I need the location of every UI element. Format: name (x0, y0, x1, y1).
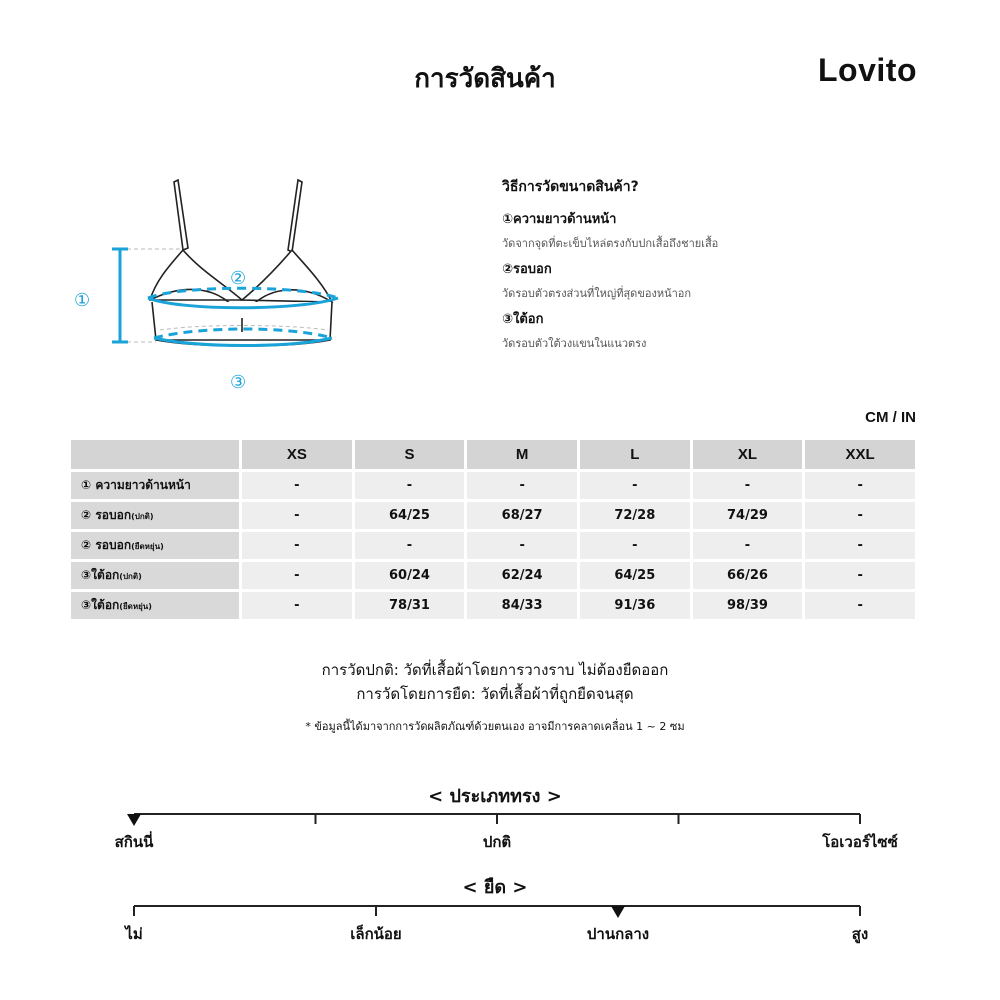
step-underbust (502, 308, 922, 352)
row-label-text: ① ความยาวด้านหน้า (81, 478, 191, 492)
table-row (71, 592, 915, 619)
table-cell: - (242, 532, 352, 559)
row-label-text: ③ใต้อก (81, 598, 120, 612)
bra-diagram (60, 170, 360, 400)
measure-instructions (502, 176, 922, 358)
header-cell: XL (693, 440, 803, 469)
header-cell: M (467, 440, 577, 469)
step-desc: วัดรอบตัวใต้วงแขนในแนวตรง (502, 337, 647, 350)
stretch-scale-title: < ยืด > (462, 877, 528, 898)
stretch-scale (0, 892, 1000, 952)
unit-label: CM / IN (865, 409, 916, 426)
note-disclaimer: * ข้อมูลนี้ได้มาจากการวัดผลิตภัณฑ์ด้วยตนเอง อาจมีการคลาดเคลื่อน 1 ~ 2 ซม (305, 720, 685, 733)
table-cell: 84/33 (467, 592, 577, 619)
table-cell: - (580, 532, 690, 559)
row-label (71, 472, 239, 499)
size-table (68, 437, 918, 622)
table-row (71, 532, 915, 559)
scale-selected-marker (127, 814, 141, 826)
brand-logo: Lovito (818, 52, 917, 88)
table-cell: 74/29 (693, 502, 803, 529)
table-cell: - (805, 472, 915, 499)
table-cell: - (355, 472, 465, 499)
row-label (71, 562, 239, 589)
step-bust (502, 258, 922, 302)
table-row (71, 502, 915, 529)
step-label: ①ความยาวด้านหน้า (502, 212, 617, 227)
table-cell: - (693, 532, 803, 559)
row-label-sub: (ยืดหยุ่น) (119, 602, 152, 611)
table-cell: - (242, 562, 352, 589)
table-cell: 78/31 (355, 592, 465, 619)
stretch_scale-axis (0, 892, 1000, 922)
table-cell: 64/25 (580, 562, 690, 589)
step-desc: วัดรอบตัวตรงส่วนที่ใหญ่ที่สุดของหน้าอก (502, 287, 692, 300)
row-label-sub: (ยืดหยุ่น) (131, 542, 164, 551)
table-cell: - (242, 472, 352, 499)
table-cell: 66/26 (693, 562, 803, 589)
table-cell: - (805, 592, 915, 619)
table-cell: 91/36 (580, 592, 690, 619)
page-title: การวัดสินค้า (414, 64, 556, 94)
row-label-sub: (ปกติ) (119, 572, 142, 581)
header-cell: S (355, 440, 465, 469)
table-cell: - (693, 472, 803, 499)
marker-front-length: ① (74, 290, 91, 311)
scale-label: ปกติ (482, 833, 512, 851)
header-cell (71, 440, 239, 469)
table-cell: 72/28 (580, 502, 690, 529)
row-label (71, 502, 239, 529)
step-front-length (502, 208, 922, 252)
table-cell: - (467, 472, 577, 499)
table-cell: - (355, 532, 465, 559)
scale-label: ปานกลาง (586, 925, 650, 943)
note-normal: การวัดปกติ: วัดที่เสื้อผ้าโดยการวางราบ ไม่ต้องยืดออก (321, 661, 669, 679)
scale-label: โอเวอร์ไซซ์ (822, 833, 898, 851)
table-cell: - (805, 562, 915, 589)
scale-label: ไม่ (125, 925, 143, 943)
note-stretch: การวัดโดยการยืด: วัดที่เสื้อผ้าที่ถูกยืดจนสุด (356, 685, 634, 703)
bra-outline (150, 180, 332, 346)
row-label-text: ② รอบอก (81, 508, 132, 522)
step-label: ③ใต้อก (502, 312, 544, 327)
scale-selected-marker (611, 906, 625, 918)
row-label (71, 592, 239, 619)
header-cell: XXL (805, 440, 915, 469)
table-cell: - (580, 472, 690, 499)
table-row (71, 472, 915, 499)
table-cell: - (242, 592, 352, 619)
marker-underbust: ③ (230, 372, 247, 393)
row-label (71, 532, 239, 559)
instructions-question: วิธีการวัดขนาดสินค้า? (502, 179, 639, 195)
size-header-row (71, 440, 915, 469)
row-label-text: ② รอบอก (81, 538, 132, 552)
header-cell: XS (242, 440, 352, 469)
table-cell: 98/39 (693, 592, 803, 619)
table-cell: 68/27 (467, 502, 577, 529)
scale-label: เล็กน้อย (350, 925, 402, 943)
table-cell: 60/24 (355, 562, 465, 589)
table-cell: 62/24 (467, 562, 577, 589)
table-cell: - (805, 532, 915, 559)
table-cell: - (242, 502, 352, 529)
front-length-measure (112, 249, 128, 342)
row-label-sub: (ปกติ) (131, 512, 154, 521)
step-label: ②รอบอก (502, 262, 552, 277)
row-label-text: ③ใต้อก (81, 568, 120, 582)
marker-bust: ② (230, 268, 247, 289)
fit-scale-title: < ประเภททรง > (428, 786, 562, 807)
table-cell: - (467, 532, 577, 559)
header-cell: L (580, 440, 690, 469)
step-desc: วัดจากจุดที่ตะเข็บไหล่ตรงกับปกเสื้อถึงชายเสื้อ (502, 237, 719, 250)
fit-scale (0, 800, 1000, 860)
scale-label: สกินนี่ (114, 833, 154, 851)
fit_scale-axis (0, 800, 1000, 830)
table-cell: - (805, 502, 915, 529)
scale-label: สูง (851, 925, 869, 943)
table-cell: 64/25 (355, 502, 465, 529)
table-row (71, 562, 915, 589)
